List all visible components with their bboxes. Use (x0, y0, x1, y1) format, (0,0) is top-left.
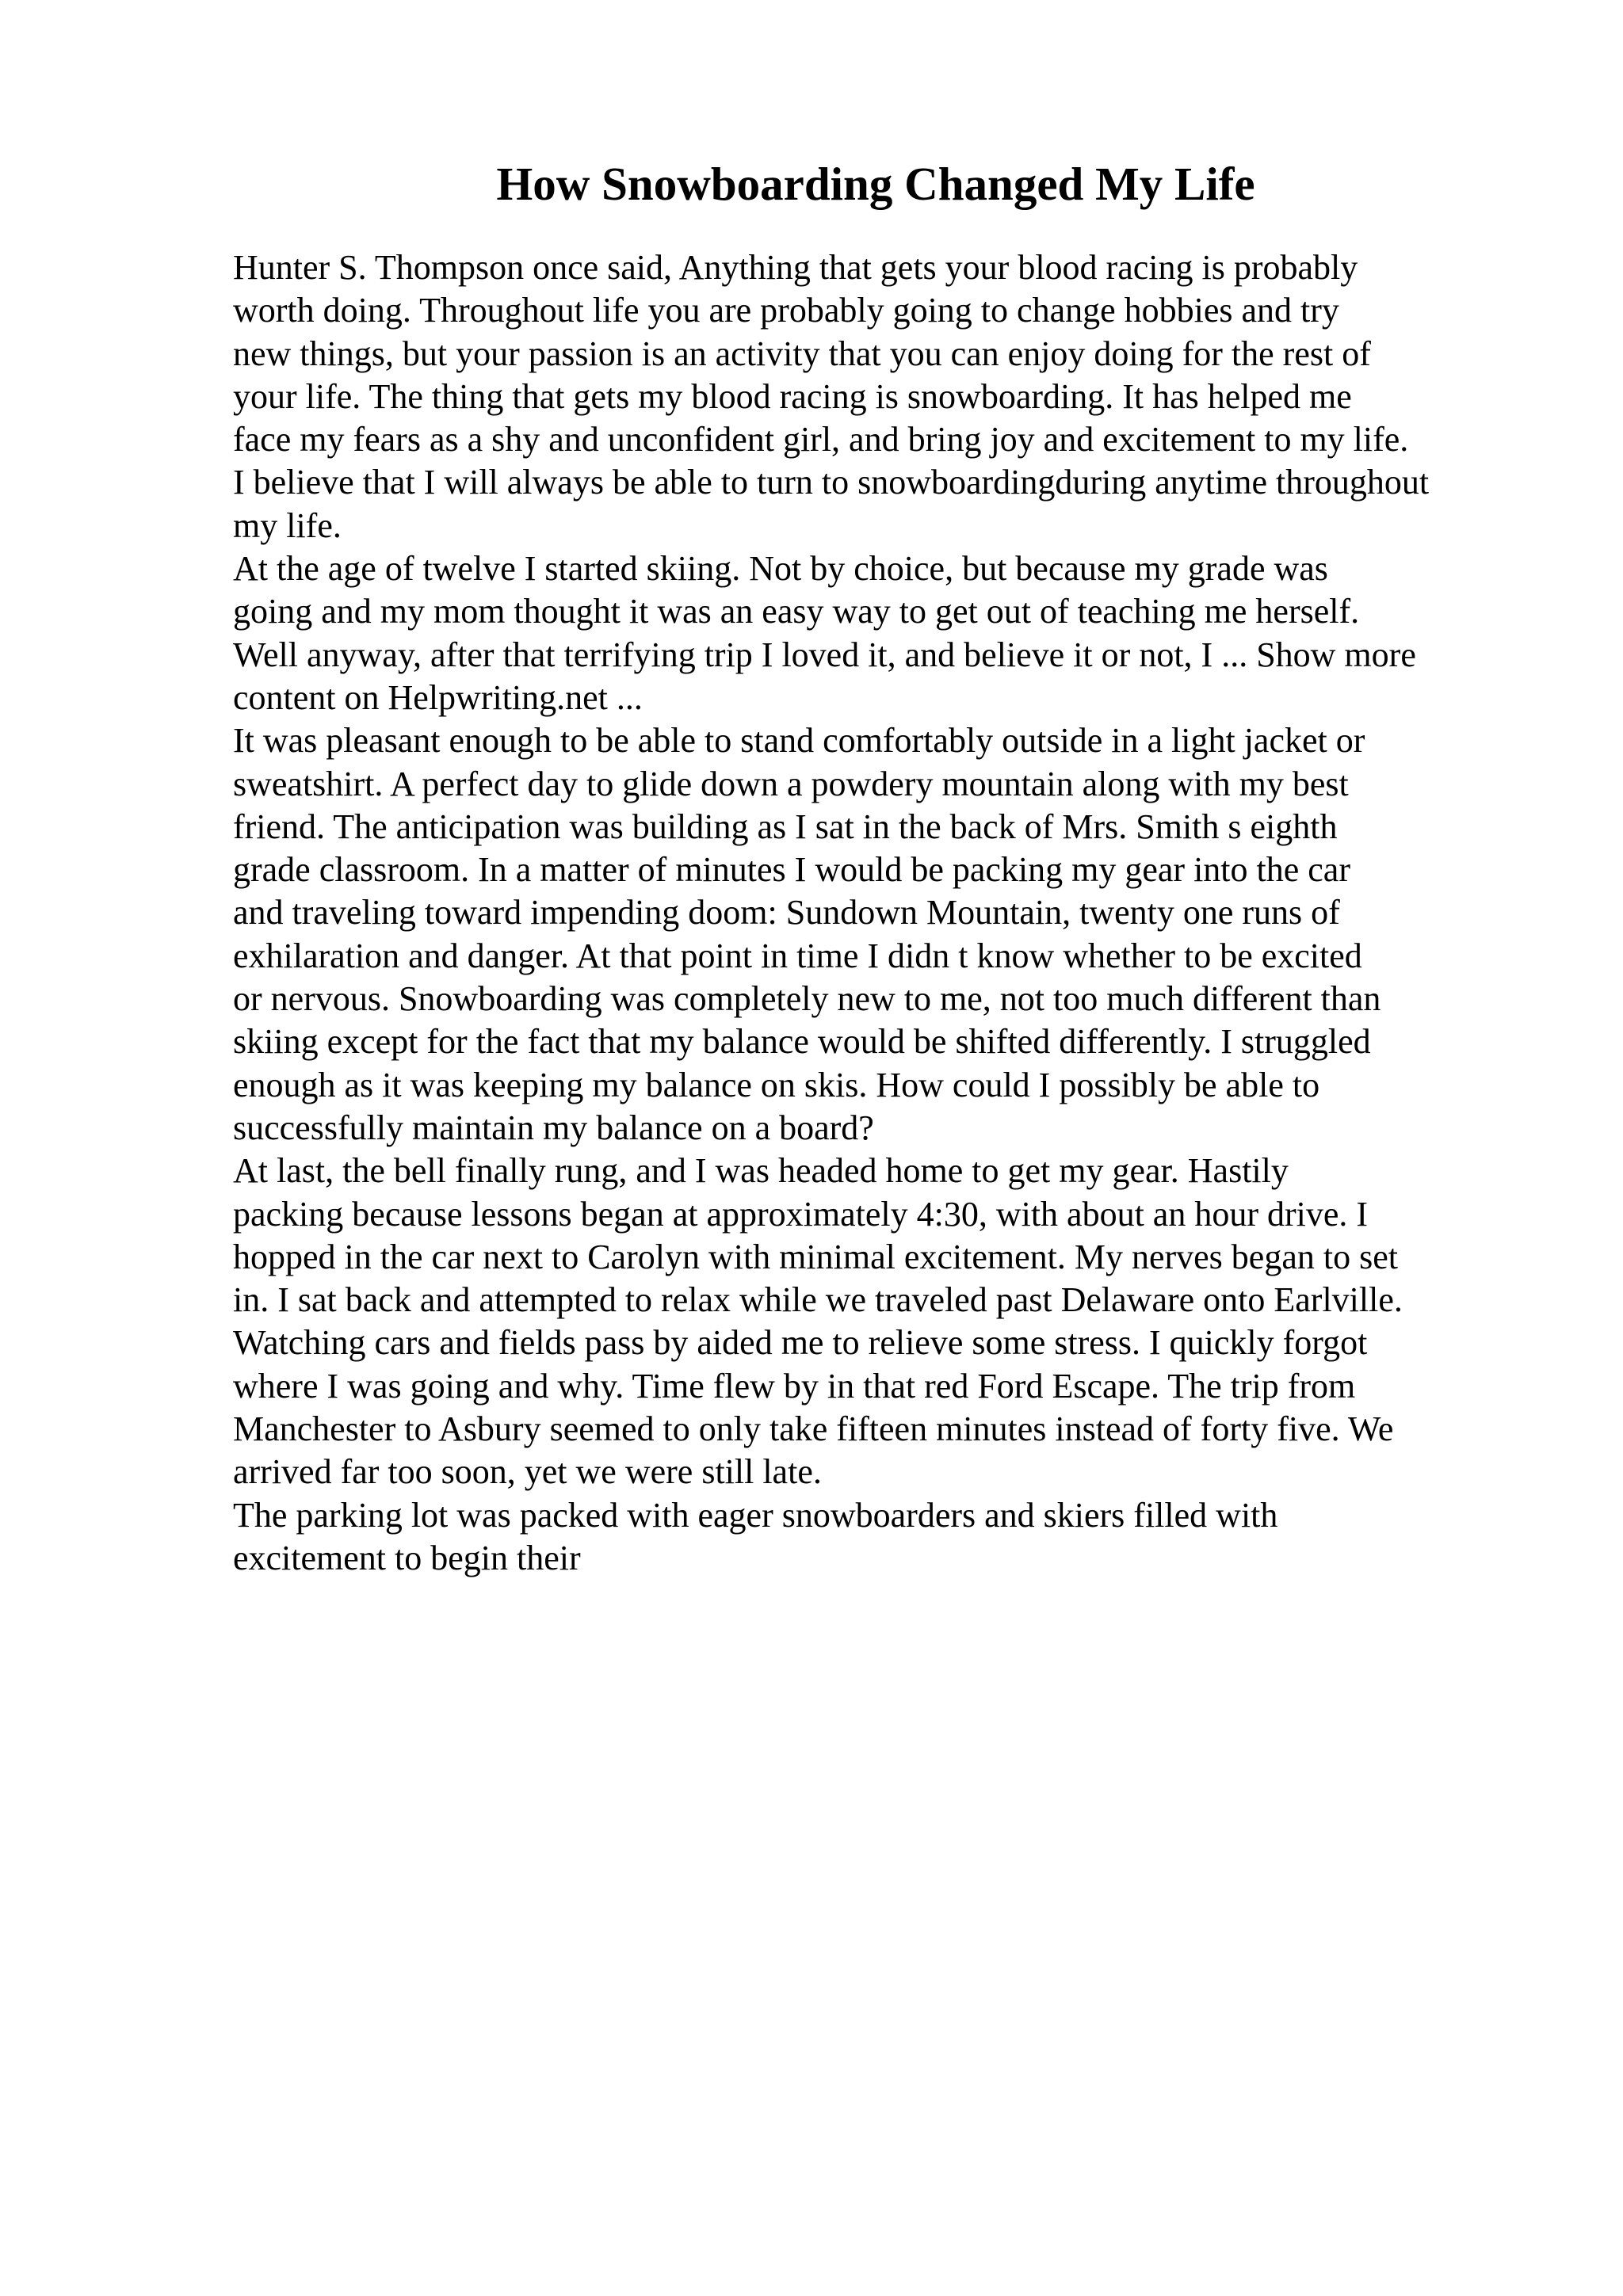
text-line: new things, but your passion is an activity that you can enjoy doing for the rest of (233, 334, 1371, 373)
text-line: The parking lot was packed with eager snowboarders and skiers filled with (233, 1495, 1278, 1535)
text-line: or nervous. Snowboarding was completely new to me, not too much different than (233, 979, 1381, 1019)
text-line: content on Helpwriting.net ... (233, 677, 643, 717)
text-line: It was pleasant enough to be able to stand comfortably outside in a light jacket or (233, 721, 1365, 761)
text-line: Hunter S. Thompson once said, Anything that gets your blood racing is probably (233, 248, 1358, 287)
text-line: sweatshirt. A perfect day to glide down a powdery mountain along with my best (233, 764, 1349, 803)
essay-body (233, 246, 1596, 1580)
text-line: successfully maintain my balance on a board? (233, 1108, 874, 1147)
text-line: in. I sat back and attempted to relax while we traveled past Delaware onto Earlville. (233, 1280, 1403, 1320)
text-line: and traveling toward impending doom: Sundown Mountain, twenty one runs of (233, 893, 1340, 933)
text-line: arrived far too soon, yet we were still late. (233, 1452, 822, 1492)
text-line: worth doing. Throughout life you are probably going to change hobbies and try (233, 291, 1339, 330)
text-line: Watching cars and fields pass by aided me to relieve some stress. I quickly forgot (233, 1323, 1368, 1363)
text-line: I believe that I will always be able to turn to snowboardingduring anytime throughout (233, 463, 1430, 502)
text-line: where I was going and why. Time flew by in that red Ford Escape. The trip from (233, 1366, 1356, 1405)
text-line: going and my mom thought it was an easy way to get out of teaching me herself. (233, 592, 1360, 631)
text-line: Well anyway, after that terrifying trip I loved it, and believe it or not, I ... Show more (233, 635, 1416, 674)
document-title: How Snowboarding Changed My Life (496, 158, 1255, 210)
text-line: Manchester to Asbury seemed to only take fifteen minutes instead of forty five. We (233, 1409, 1394, 1449)
text-line: At the age of twelve I started skiing. Not by choice, but because my grade was (233, 549, 1328, 589)
text-line: excitement to begin their (233, 1538, 581, 1577)
text-line: your life. The thing that gets my blood racing is snowboarding. It has helped me (233, 376, 1352, 416)
text-line: hopped in the car next to Carolyn with minimal excitement. My nerves began to set (233, 1237, 1398, 1276)
text-line: At last, the bell finally rung, and I was headed home to get my gear. Hastily (233, 1151, 1289, 1191)
text-line: grade classroom. In a matter of minutes I would be packing my gear into the car (233, 850, 1350, 890)
text-line: skiing except for the fact that my balance would be shifted differently. I struggled (233, 1022, 1371, 1062)
text-line: friend. The anticipation was building as I sat in the back of Mrs. Smith s eighth (233, 807, 1338, 846)
text-line: exhilaration and danger. At that point in time I didn t know whether to be excited (233, 936, 1362, 975)
text-line: my life. (233, 505, 342, 545)
text-line: enough as it was keeping my balance on skis. How could I possibly be able to (233, 1065, 1320, 1104)
text-line: face my fears as a shy and unconfident girl, and bring joy and excitement to my life. (233, 420, 1409, 460)
text-line: packing because lessons began at approximately 4:30, with about an hour drive. I (233, 1194, 1369, 1234)
